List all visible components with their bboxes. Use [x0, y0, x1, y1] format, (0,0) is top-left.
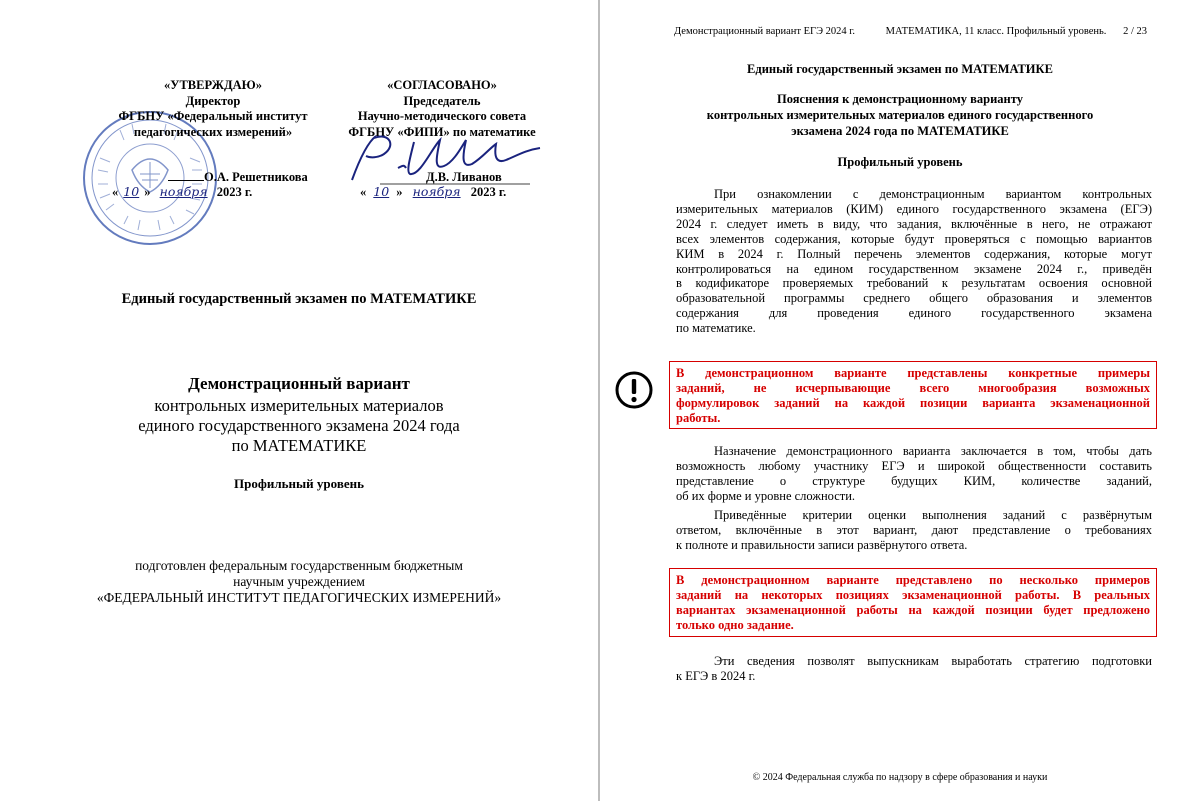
paragraph-line: Эти сведения позволят выпускникам выработать стратегию подготовки — [714, 654, 1152, 668]
agree-heading: «СОГЛАСОВАНО» — [387, 78, 497, 92]
approve-heading: «УТВЕРЖДАЮ» — [164, 78, 262, 92]
agree-org-2: ФГБНУ «ФИПИ» по математике — [348, 124, 536, 139]
approve-org-2: педагогических измерений» — [133, 124, 293, 139]
warning-line: заданий, не исчерпывающие всего многообразия возможных — [676, 380, 1150, 395]
prepared-by-2: научным учреждением — [233, 574, 365, 589]
paragraph-line: в кодификаторе проверяемых требований к результатам освоения основной — [676, 276, 1152, 291]
approve-signer-line — [168, 170, 308, 185]
copyright-footer: © 2024 Федеральная служба по надзору в сфере образования и науки — [752, 772, 1048, 783]
paragraph-line: к ЕГЭ в 2024 г. — [676, 668, 756, 683]
strategy-paragraph — [676, 654, 1152, 684]
title-page — [0, 0, 598, 801]
approve-org-1: ФГБНУ «Федеральный институт — [118, 109, 308, 123]
approve-signer: О.А. Решетникова — [204, 170, 308, 184]
warning-line: В демонстрационном варианте представлены конкретные примеры — [676, 366, 1150, 380]
agree-org-1: Научно-методического совета — [357, 109, 527, 123]
purpose-paragraph — [676, 444, 1152, 504]
agree-role: Председатель — [403, 93, 481, 108]
paragraph-line: содержания для проведения единого государственного экзамена — [676, 306, 1152, 321]
approve-date: « 10 » ноября 2023 г. — [112, 184, 253, 199]
demo-subtitle-3: по МАТЕМАТИКЕ — [231, 436, 367, 455]
prepared-by-3: «ФЕДЕРАЛЬНЫЙ ИНСТИТУТ ПЕДАГОГИЧЕСКИХ ИЗМЕРЕНИЙ» — [96, 590, 502, 605]
approve-block — [108, 78, 318, 140]
paragraph-line: об их форме и уровне сложности. — [676, 488, 856, 503]
paragraph-line: к полноте и правильности записи развёрнутого ответа. — [676, 537, 968, 552]
warning-line: формулировок заданий на каждой позиции варианта экзаменационной — [676, 395, 1150, 410]
agree-date: « 10 » ноября 2023 г. — [360, 184, 507, 199]
paragraph-line: 2024 г. следует иметь в виду, что задания, включённые в него, не отражают — [676, 216, 1152, 231]
explanation-title-2: контрольных измерительных материалов единого государственного — [706, 108, 1094, 122]
page-number: 2 / 23 — [1123, 26, 1147, 37]
warning-line: вариантах экзаменационной работы на каждой позиции будет предложено — [676, 602, 1150, 617]
paragraph-line: представление о структуре будущих КИМ, количестве заданий, — [676, 473, 1152, 488]
warning-line: только одно задание. — [676, 617, 794, 632]
paragraph-line: контролироваться на едином государственном экзамене 2024 г., приведён — [676, 261, 1152, 276]
paragraph-line: КИМ в 2024 г. Полный перечень элементов содержания, которые могут — [676, 246, 1152, 261]
demo-subtitle-2: единого государственного экзамена 2024 года — [138, 416, 460, 435]
paragraph-line: При ознакомлении с демонстрационным вариантом контрольных — [714, 187, 1152, 201]
header-left: Демонстрационный вариант ЕГЭ 2024 г. — [674, 26, 856, 37]
demo-title: Демонстрационный вариант — [188, 374, 410, 393]
explanation-title-1: Пояснения к демонстрационному варианту — [777, 92, 1023, 106]
left-level: Профильный уровень — [234, 476, 364, 491]
running-header — [674, 26, 1154, 37]
paragraph-line: возможность любому участнику ЕГЭ и широкой общественности составить — [676, 458, 1152, 473]
warning-line: работы. — [676, 410, 721, 425]
right-level: Профильный уровень — [837, 155, 963, 169]
criteria-paragraph — [676, 508, 1152, 553]
paragraph-line: измерительных материалов (КИМ) единого государственного экзамена (ЕГЭ) — [676, 201, 1152, 216]
warning-line: В демонстрационном варианте представлено по несколько примеров — [676, 573, 1150, 587]
paragraph-line: всех элементов содержания, которые будут проверяться с помощью вариантов — [676, 231, 1152, 246]
agree-signer: Д.В. Ливанов — [426, 170, 502, 184]
approve-role: Директор — [185, 93, 241, 108]
warning-box-examples — [669, 361, 1157, 429]
right-ege-title: Единый государственный экзамен по МАТЕМАТИКЕ — [747, 62, 1053, 76]
paragraph-line: Приведённые критерии оценки выполнения заданий с развёрнутым — [714, 508, 1152, 522]
paragraph-line: образовательной программы среднего общего образования и элементов — [676, 291, 1152, 306]
exclamation-alert-icon — [614, 370, 654, 410]
warning-box-multiple — [669, 568, 1157, 637]
paragraph-line: по математике. — [676, 321, 756, 336]
warning-line: заданий на некоторых позициях экзаменационной работы. В реальных — [676, 587, 1150, 602]
explanation-title-3: экзамена 2024 года по МАТЕМАТИКЕ — [791, 124, 1009, 138]
demo-subtitle-1: контрольных измерительных материалов — [154, 396, 444, 415]
paragraph-line: Назначение демонстрационного варианта заключается в том, чтобы дать — [714, 444, 1152, 458]
intro-paragraph — [676, 187, 1152, 336]
left-ege-title: Единый государственный экзамен по МАТЕМАТИКЕ — [121, 291, 477, 307]
explanation-page — [600, 0, 1200, 801]
header-subject: МАТЕМАТИКА, 11 класс. Профильный уровень. — [885, 26, 1107, 37]
prepared-by-1: подготовлен федеральным государственным бюджетным — [135, 558, 463, 573]
paragraph-line: ответом, включённые в этот вариант, дают представление о требованиях — [676, 522, 1152, 537]
